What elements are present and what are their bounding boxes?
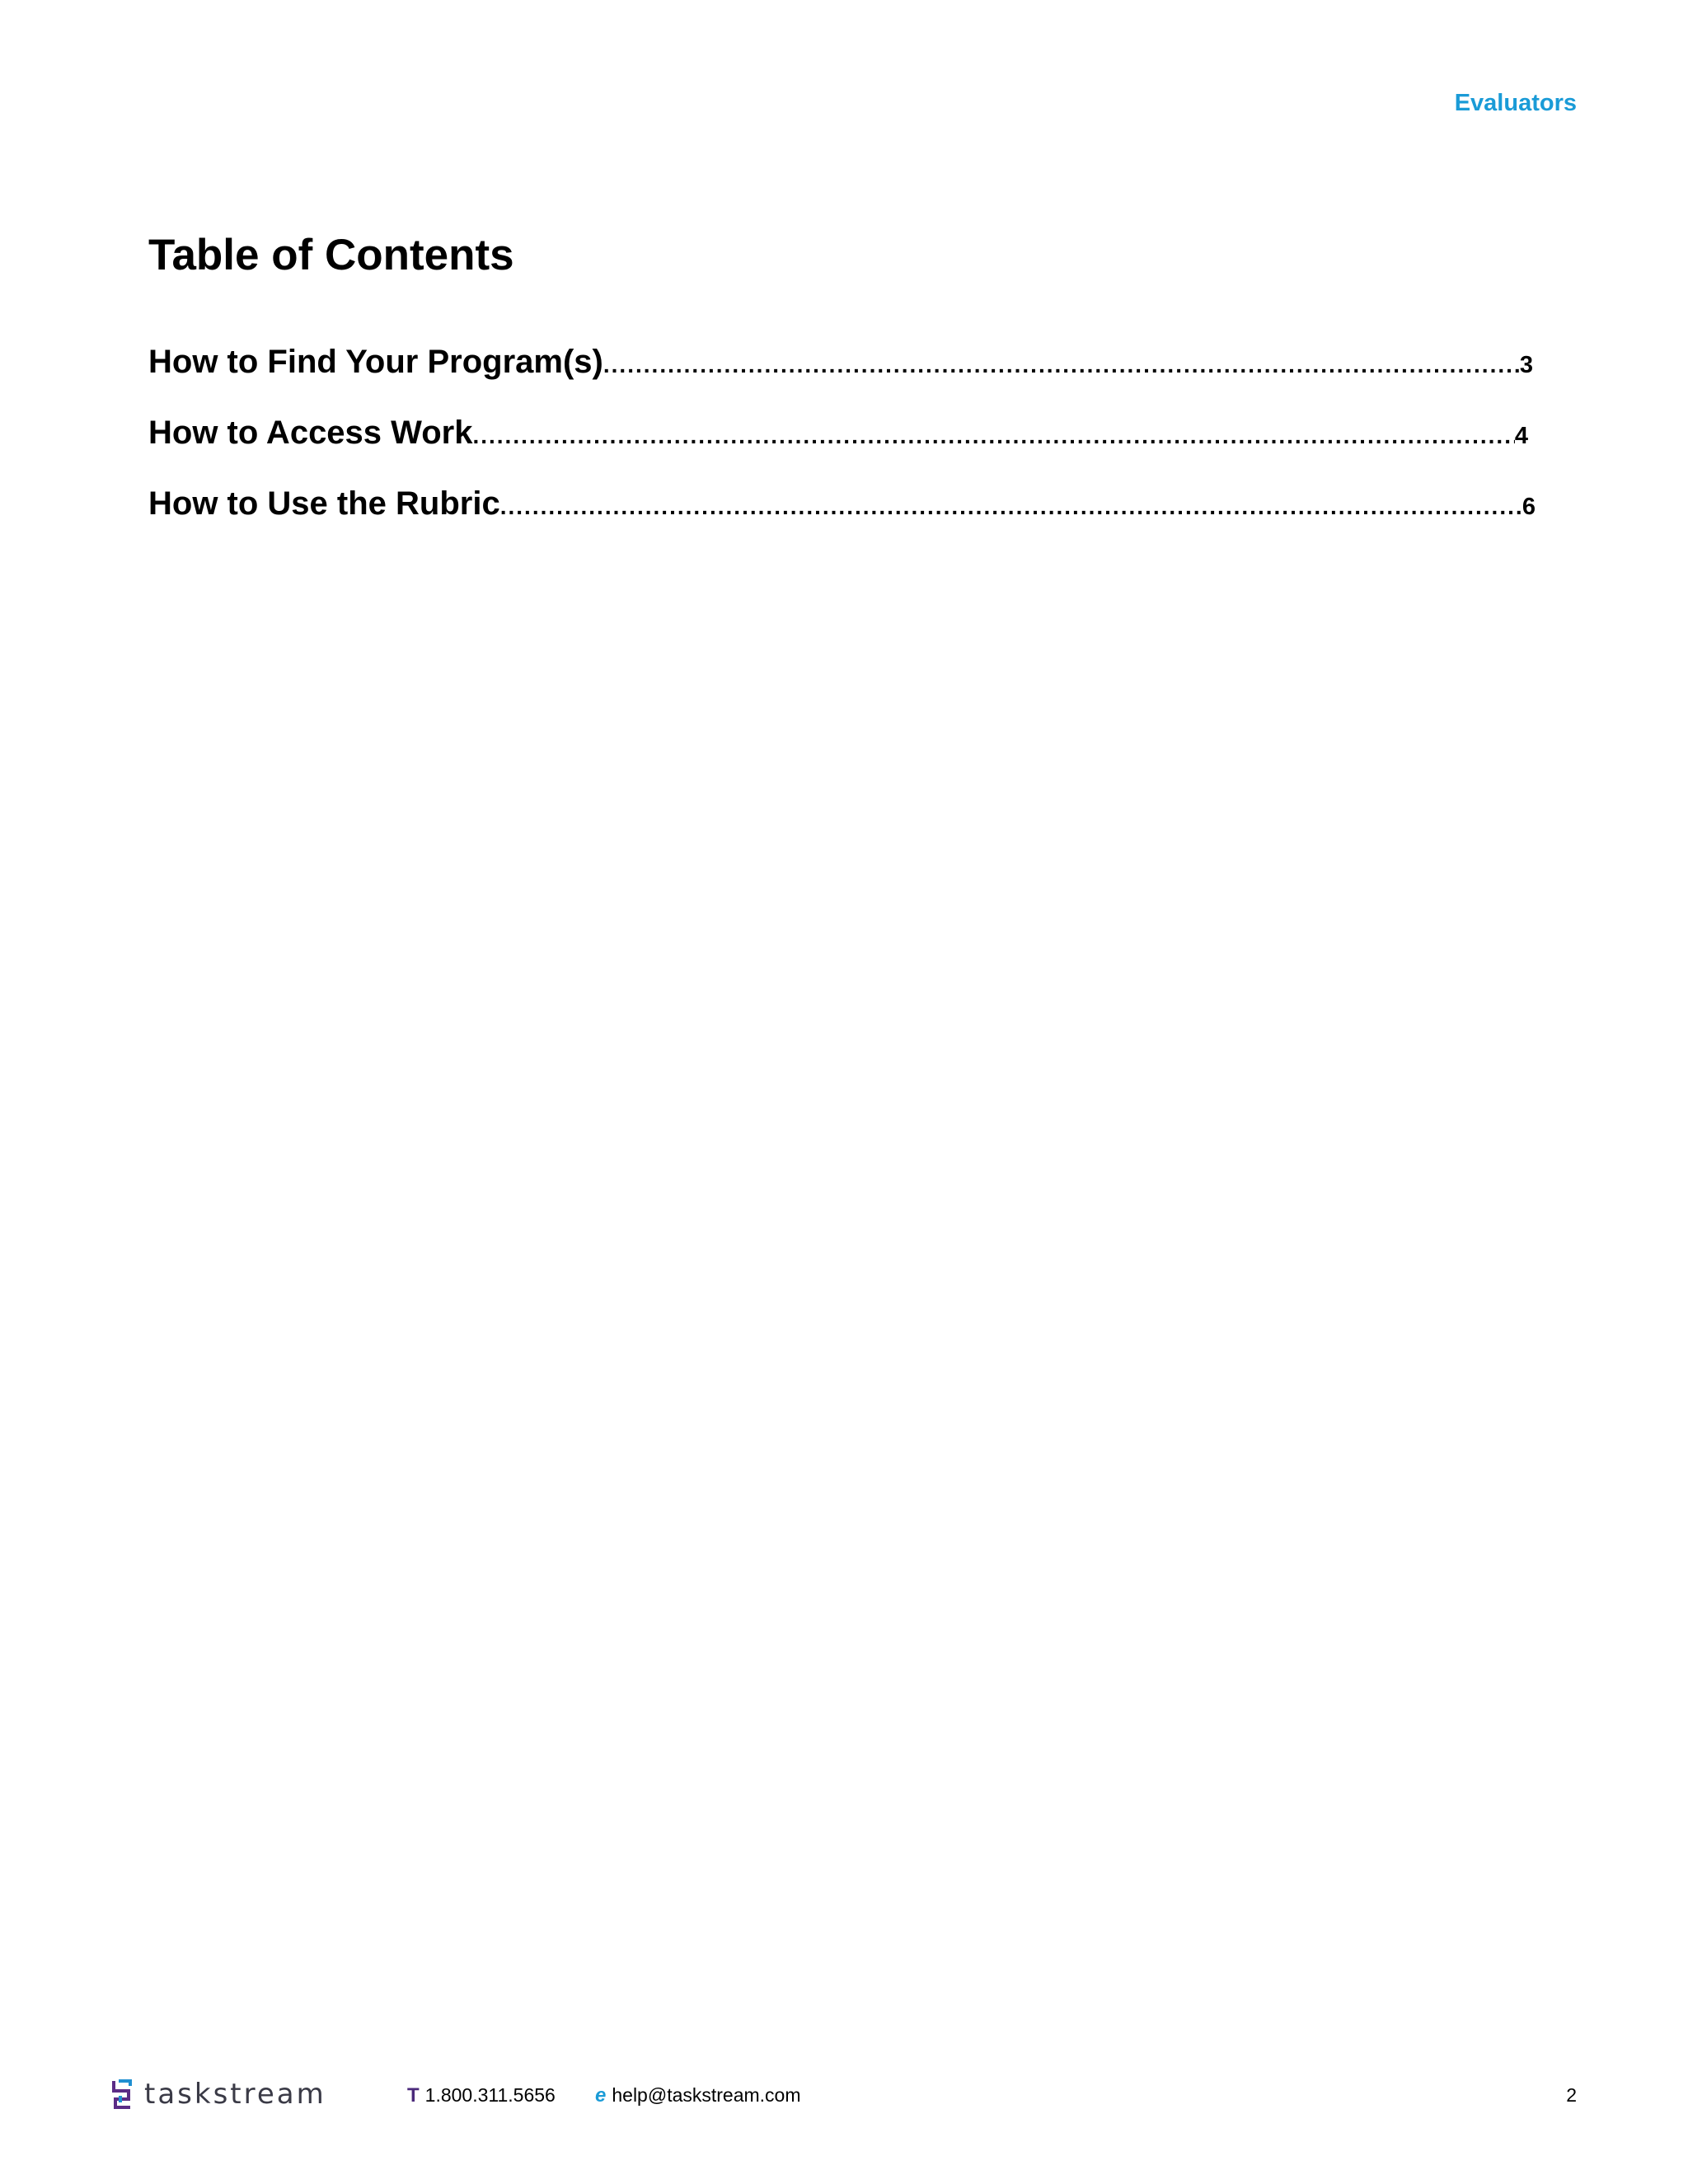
toc-entry-access-work[interactable]: [148, 413, 1528, 456]
header-section-label: Evaluators: [1454, 90, 1577, 116]
toc-dot-leader: [500, 487, 1522, 527]
toc-entry-title: How to Access Work: [148, 415, 473, 451]
toc-entry-page: 4: [1514, 423, 1528, 449]
page-number: 2: [1566, 2084, 1577, 2106]
phone-number: 1.800.311.5656: [424, 2084, 556, 2106]
toc-entry-title: How to Find Your Program(s): [148, 344, 603, 380]
page-title: Table of Contents: [148, 231, 514, 279]
toc-entry-find-programs[interactable]: [148, 342, 1533, 385]
toc-entry-use-rubric[interactable]: [148, 484, 1536, 527]
toc-dot-leader: [472, 416, 1514, 456]
email-address[interactable]: help@taskstream.com: [612, 2084, 801, 2106]
page-footer: [0, 2074, 1688, 2123]
toc-entry-page: 6: [1522, 494, 1536, 520]
phone-prefix-icon: T: [407, 2084, 420, 2107]
toc-entry-page: 3: [1519, 352, 1533, 378]
email-prefix-icon: e: [595, 2084, 607, 2107]
toc-dot-leader: [603, 345, 1520, 385]
toc-entry-title: How to Use the Rubric: [148, 485, 500, 522]
footer-phone: [407, 2083, 556, 2107]
logo-wordmark: taskstream: [144, 2078, 326, 2111]
taskstream-logo: [111, 2074, 326, 2115]
taskstream-logo-icon: [111, 2079, 133, 2109]
footer-email: [595, 2083, 801, 2107]
